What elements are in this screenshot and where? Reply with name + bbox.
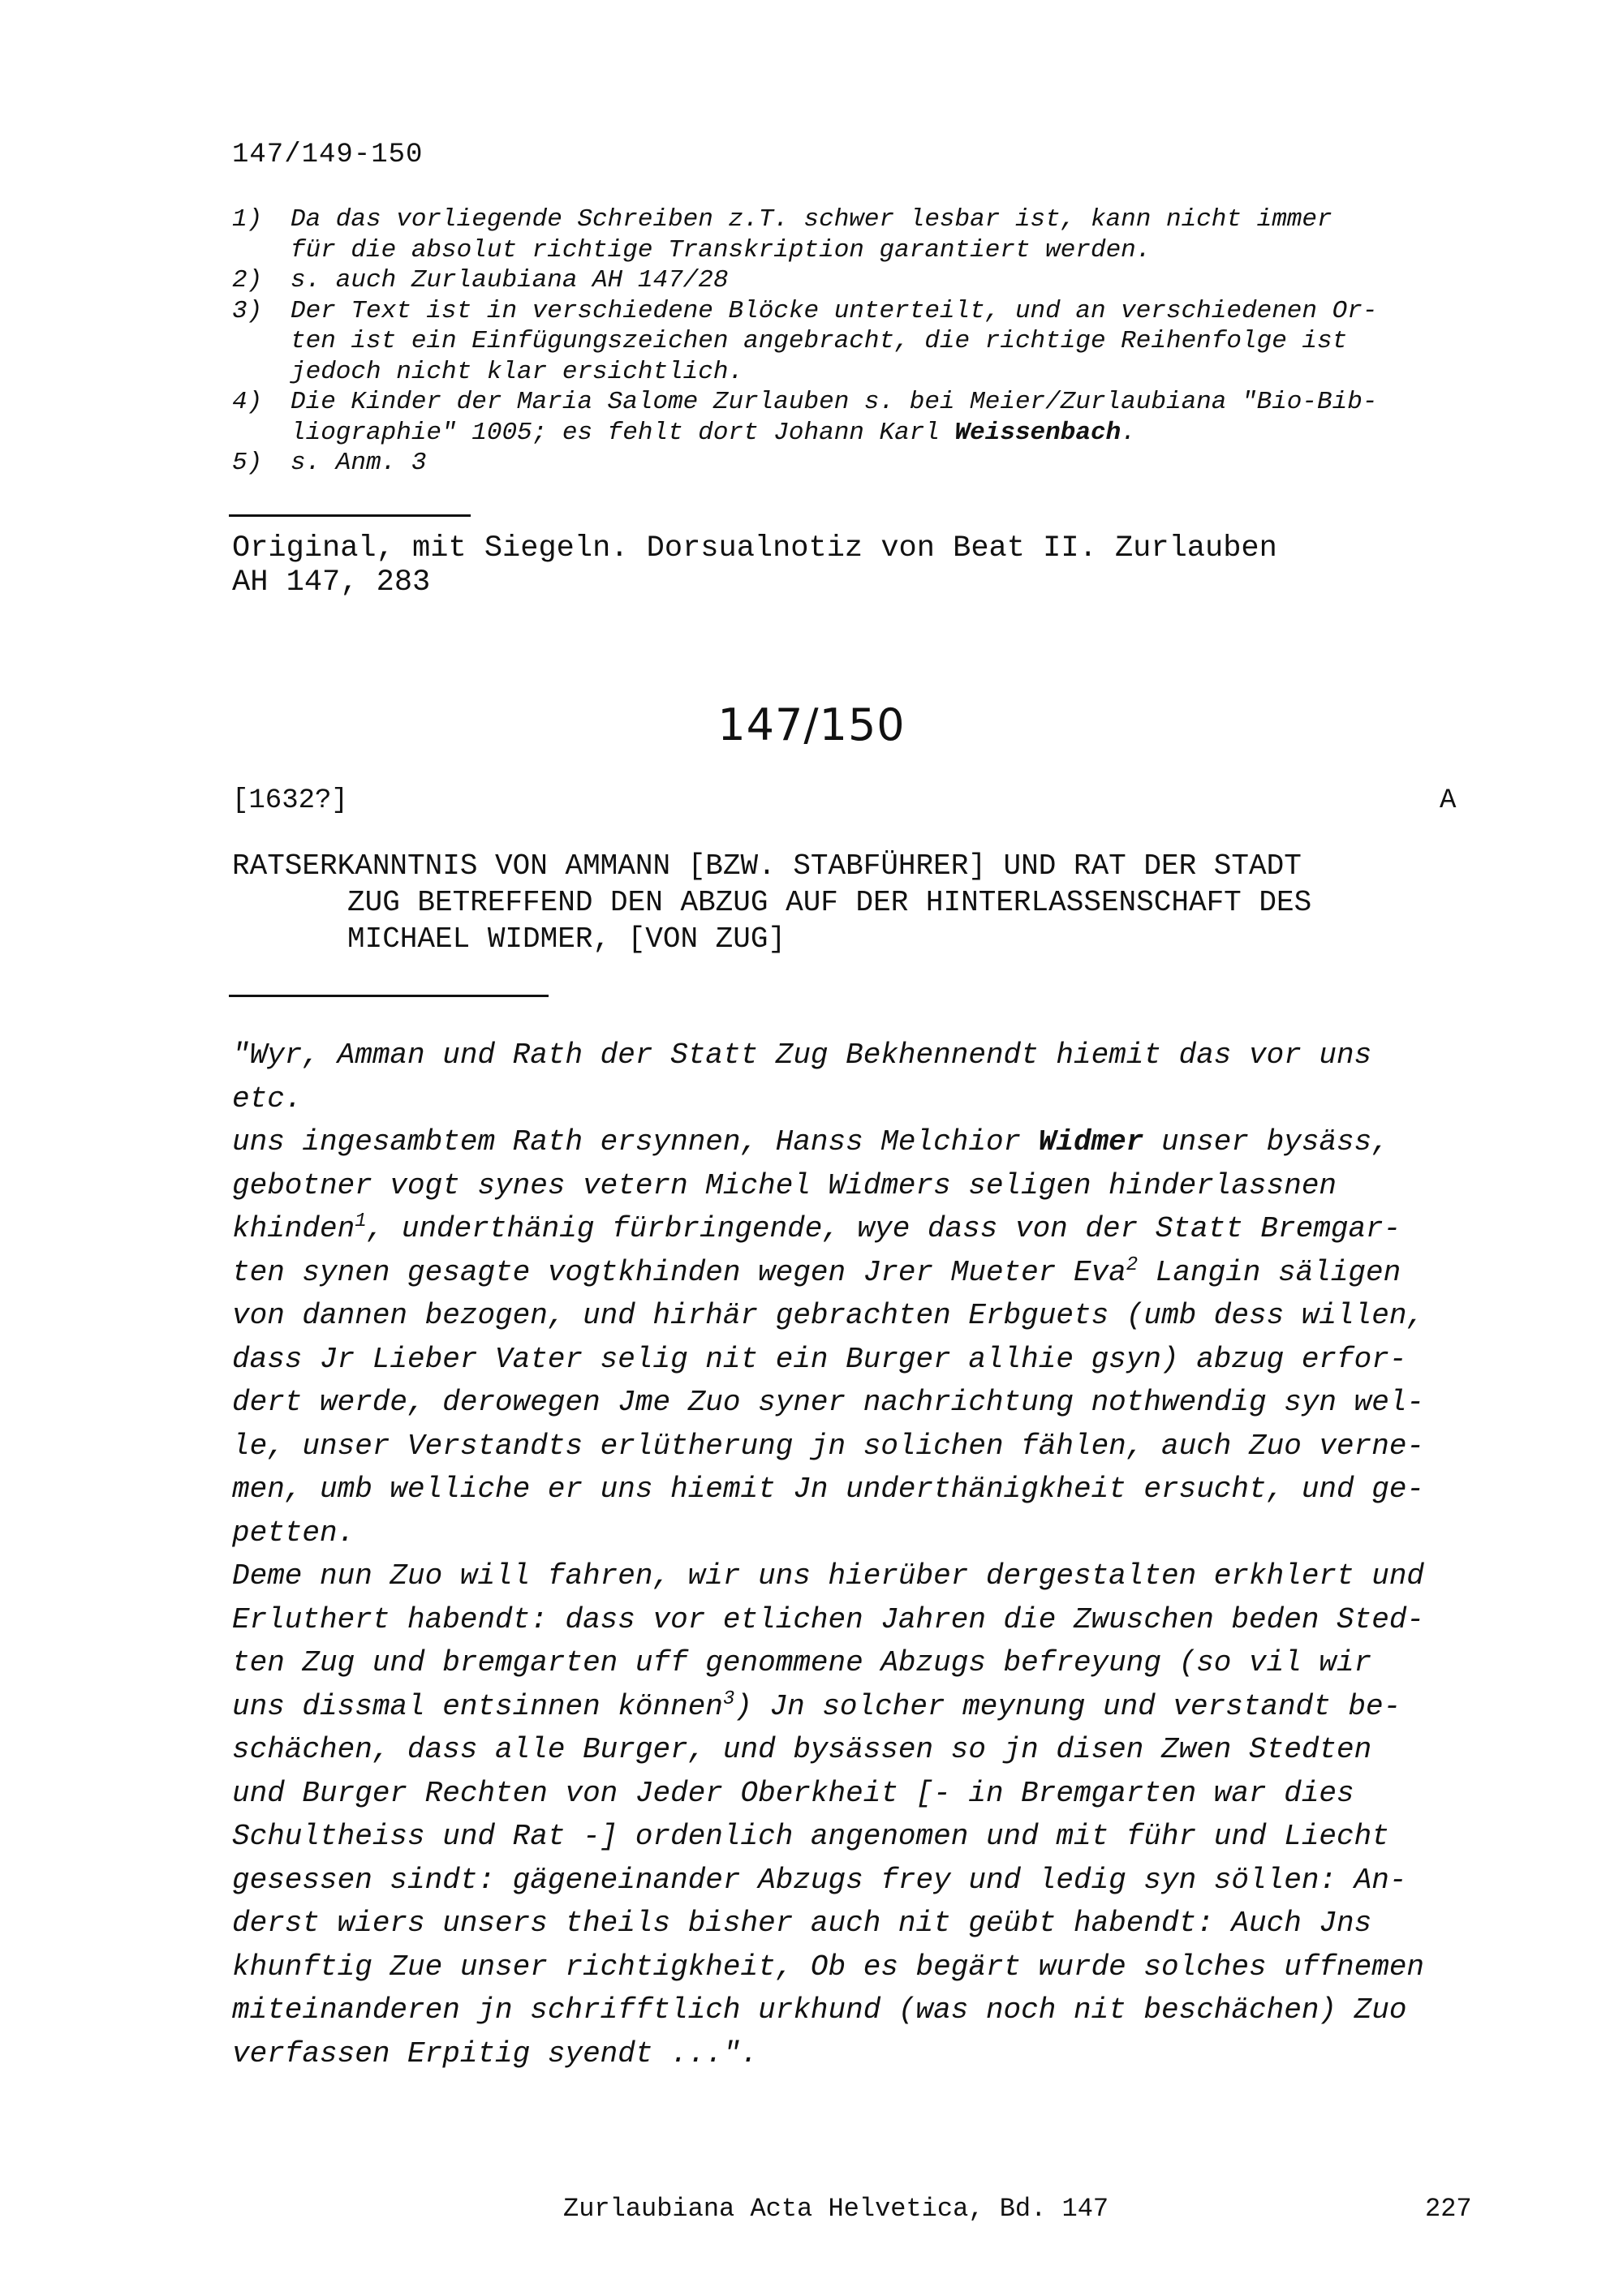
text-line: dert werde, derowegen Jme Zuo syner nachrichtung nothwendig syn wel- <box>232 1386 1425 1419</box>
text-line: verfassen Erpitig syendt ...". <box>232 2036 759 2070</box>
text-line: "Wyr, Amman und Rath der Statt Zug Bekhennendt hiemit das vor uns <box>232 1038 1372 1072</box>
footnote-marker: 1 <box>355 1210 367 1232</box>
footnote-line: Der Text ist in verschiedene Blöcke unterteilt, und an verschiedenen Or- <box>291 296 1378 325</box>
text-line: und Burger Rechten von Jeder Oberkheit [- in Bremgarten war dies <box>232 1776 1354 1810</box>
footnote-line: liographie" 1005; es fehlt dort Johann Karl Weissenbach. <box>291 418 1136 447</box>
divider-rule <box>229 995 549 997</box>
footnote-line: s. auch Zurlaubiana AH 147/28 <box>291 266 729 295</box>
name-widmer: Widmer <box>1038 1125 1144 1159</box>
heading-line: MICHAEL WIDMER, [VON ZUG] <box>347 922 786 956</box>
document-number: 147/150 <box>717 699 906 750</box>
heading-line: RATSERKANNTNIS VON AMMANN [BZW. STABFÜHRER] UND RAT DER STADT <box>232 849 1302 883</box>
text-line: uns dissmal entsinnen können$^3$) Jn solcher meynung und verstandt be- <box>232 1688 1401 1723</box>
archive-reference: AH 147, 283 <box>232 565 431 600</box>
footnote-number: 3) <box>232 296 263 325</box>
text-line: etc. <box>232 1081 303 1116</box>
text-line: gesessen sindt: gägeneinander Abzugs frey und ledig syn söllen: An- <box>232 1863 1407 1897</box>
name-weissenbach: Weissenbach <box>954 418 1121 447</box>
divider-rule <box>229 514 471 517</box>
footnote-number: 1) <box>232 205 263 234</box>
footnote-number: 2) <box>232 266 263 295</box>
footnote-line: jedoch nicht klar ersichtlich. <box>291 357 744 386</box>
text-line: gebotner vogt synes vetern Michel Widmers seligen hinderlassnen <box>232 1168 1337 1202</box>
document-heading <box>232 848 1498 957</box>
text-line: petten. <box>232 1516 355 1550</box>
footnote-marker: 2 <box>1126 1253 1139 1276</box>
text-line: ten synen gesagte vogtkhinden wegen Jrer Mueter Eva$^2$ Langin säligen <box>232 1253 1401 1289</box>
text-line: dass Jr Lieber Vater selig nit ein Burger allhie gsyn) abzug erfor- <box>232 1342 1407 1376</box>
transcription-body <box>232 1034 1498 2075</box>
text-line: von dannen bezogen, und hirhär gebrachten Erbguets (umb dess willen, <box>232 1299 1425 1332</box>
footnotes <box>232 204 1498 479</box>
text-line: khinden$^1$, underthänig fürbringende, wye dass von der Statt Bremgar- <box>232 1210 1401 1245</box>
footer-title: Zurlaubiana Acta Helvetica, Bd. 147 <box>563 2194 1109 2224</box>
footnote-line: s. Anm. 3 <box>291 449 427 477</box>
page-number: 227 <box>1425 2194 1472 2224</box>
source-line: Original, mit Siegeln. Dorsualnotiz von Beat II. Zurlauben <box>232 531 1277 565</box>
text-line: le, unser Verstandts erlütherung jn solichen fählen, auch Zuo verne- <box>232 1429 1425 1463</box>
footnote-line: ten ist ein Einfügungszeichen angebracht, die richtige Reihenfolge ist <box>291 327 1348 355</box>
text-line: Schultheiss und Rat -] ordenlich angenomen und mit führ und Liecht <box>232 1820 1389 1853</box>
footnote-line: für die absolut richtige Transkription garantiert werden. <box>291 235 1152 264</box>
footnote-4 <box>232 387 1498 448</box>
text-line: miteinanderen jn schrifftlich urkhund (was noch nit beschächen) Zuo <box>232 1993 1407 2027</box>
source-note <box>232 531 1277 600</box>
text-line: derst wiers unsers theils bisher auch nit geübt habendt: Auch Jns <box>232 1907 1372 1940</box>
text-line: ten Zug und bremgarten uff genommene Abzugs befreyung (so vil wir <box>232 1646 1372 1679</box>
text-line: khunftig Zue unser richtigkheit, Ob es begärt wurde solches uffnemen <box>232 1950 1425 1984</box>
footnote-5 <box>232 448 1498 479</box>
document-date: [1632?] <box>232 785 348 816</box>
text-line: Deme nun Zuo will fahren, wir uns hierüber dergestalten erkhlert und <box>232 1559 1425 1593</box>
page-reference: 147/149-150 <box>232 140 424 170</box>
footnote-number: 5) <box>232 449 263 477</box>
footnote-number: 4) <box>232 388 263 416</box>
heading-line: ZUG BETREFFEND DEN ABZUG AUF DER HINTERLASSENSCHAFT DES <box>347 886 1312 919</box>
footnote-2 <box>232 265 1498 296</box>
text-line: schächen, dass alle Burger, und bysässen so jn disen Zwen Stedten <box>232 1733 1372 1766</box>
text-line: men, umb welliche er uns hiemit Jn underthänigkheit ersucht, und ge- <box>232 1473 1425 1506</box>
footnote-3 <box>232 296 1498 388</box>
text-line: Erluthert habendt: dass vor etlichen Jahren die Zwuschen beden Sted- <box>232 1602 1425 1636</box>
footnote-line: Die Kinder der Maria Salome Zurlauben s. bei Meier/Zurlaubiana "Bio-Bib- <box>291 388 1378 416</box>
text-line: uns ingesambtem Rath ersynnen, Hanss Melchior Widmer unser bysäss, <box>232 1125 1389 1159</box>
footnote-marker: 3 <box>722 1688 735 1710</box>
document-type: A <box>1440 785 1457 816</box>
footnote-line: Da das vorliegende Schreiben z.T. schwer lesbar ist, kann nicht immer <box>291 205 1332 234</box>
footnote-1 <box>232 204 1498 265</box>
